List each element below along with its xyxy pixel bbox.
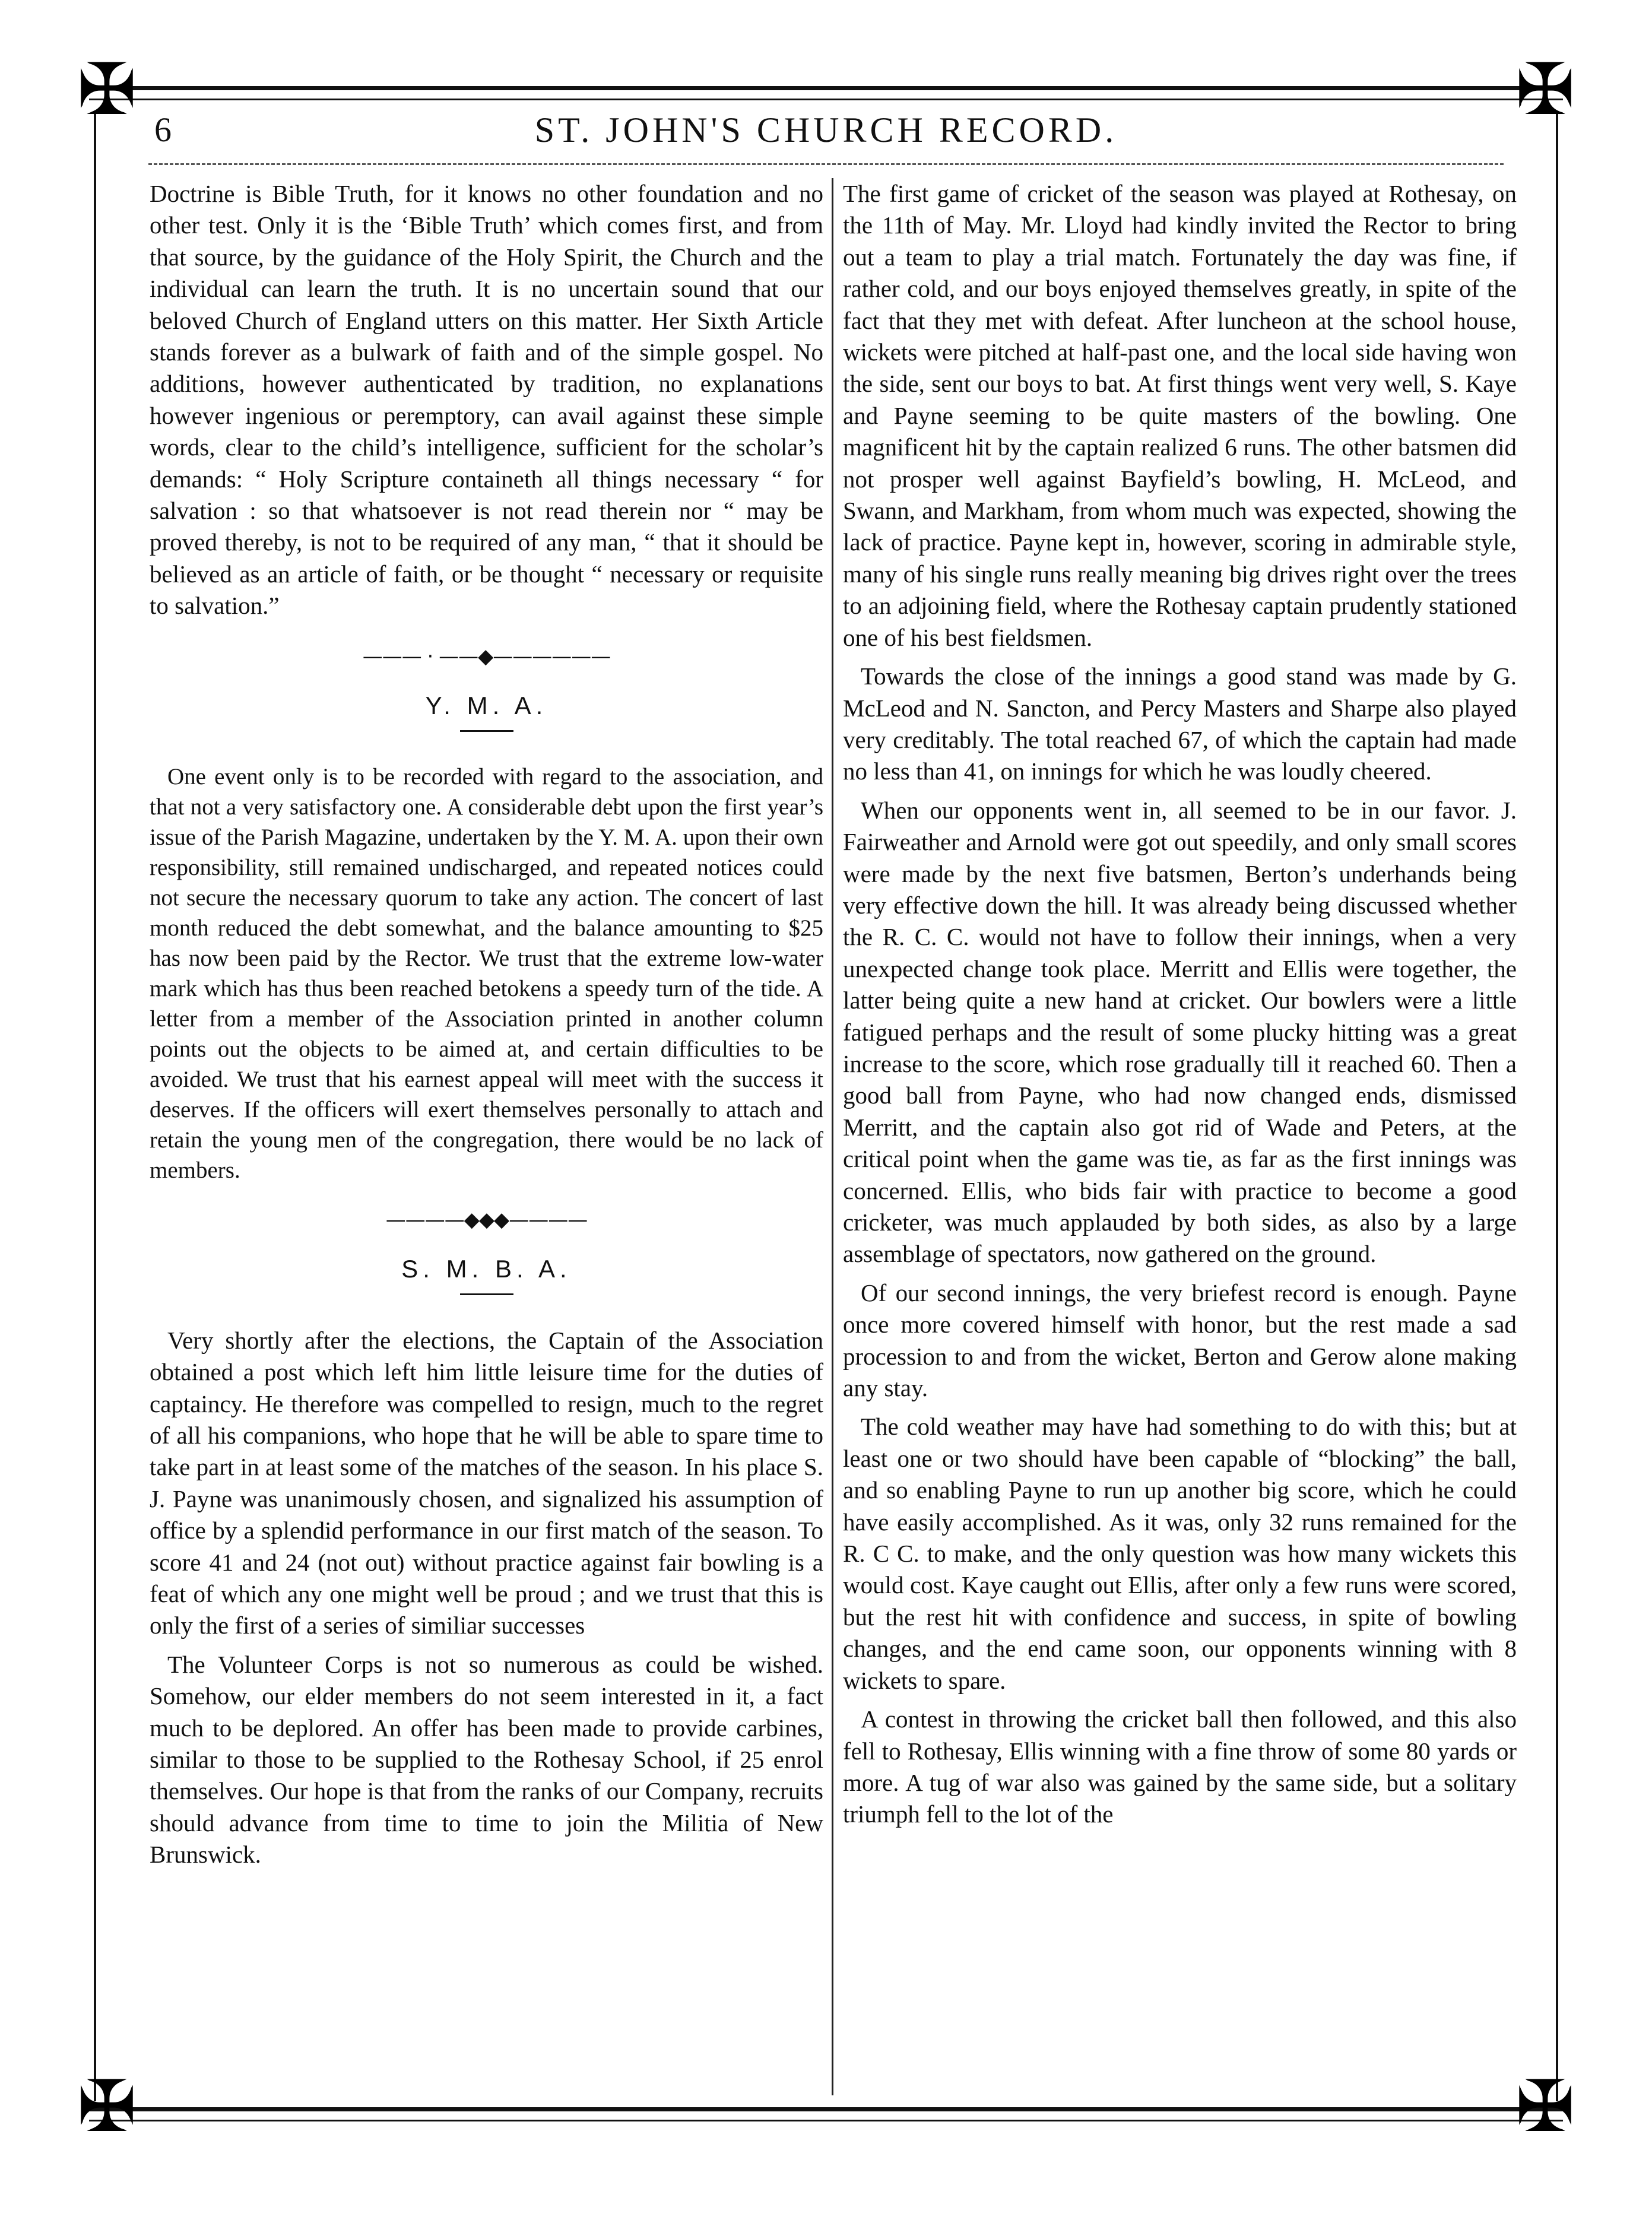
cross-ornament-icon: ✠ [1515,49,1575,131]
ymа-paragraph: One event only is to be recorded with regard to the association, and that not a very satisfactory one. A considerable debt upon the first year’s issue of the Parish Magazine, undertaken by the Y. M. A. upon their own responsibility, still remained undischarged, and repeated notices could not secure the necessary quorum to take any action. The concert of last month reduced the debt somewhat, and the balance amounting to $25 has now been paid by the Rector. We trust that the extreme low-water mark which has thus been reached betokens a speedy turn of the tide. A letter from a member of the Association printed in another column points out the objects to be aimed at, and certain difficulties to be avoided. We trust that his earnest appeal will meet with the success it deserves. If the officers will exert themselves personally to attach and retain the young men of the congregation, there would be no lack of members. [150,763,823,1183]
left-column [150,178,823,1878]
cross-ornament-icon: ✠ [1515,2066,1575,2148]
cross-ornament-icon: ✠ [77,2066,137,2148]
cricket-paragraph: Of our second innings, the very briefest record is enough. Payne once more covered himself with honor, but the rest made a sad procession to and from the wicket, Berton and Gerow alone making any stay. [843,1279,1517,1402]
right-column [843,178,1517,1838]
doctrine-paragraph: Doctrine is Bible Truth, for it knows no other foundation and no other test. Only it is the ‘Bible Truth’ which comes first, and from that source, by the guidance of the Holy Spirit, the Church and the individual can learn the truth. It is no uncertain sound that our beloved Church of England utters on this matter. Her Sixth Article stands forever as a bulwark of faith and of the simple gospel. No additions, however authenticated by tradition, no explanations however ingenious or peremptory, can avail against these simple words, clear to the child’s intelligence, sufficient for the scholar’s demands: “ Holy Scripture containeth all things necessary “ for salvation : so that whatsoever is not read therein nor “ may be proved thereby, is not to be required of any man, “ that it should be believed as an article of faith, or be thought “ necessary or requisite to salvation.” [150,180,823,620]
smba-heading: S. M. B. A. [401,1254,572,1283]
page-header [148,110,1504,163]
right-border-rule [1556,113,1558,2101]
page-number: 6 [154,110,172,149]
smba-paragraph: Very shortly after the elections, the Captain of the Association obtained a post which left him little leisure time for the duties of captaincy. He therefore was compelled to resign, much to the regret of all his companions, who hope that he will be able to spare time to take part in at least some of the matches of the season. In his place S. J. Payne was unanimously chosen, and signalized his assumption of office by a splendid performance in our first match of the season. To score 41 and 24 (not out) without practice against fair bowling is a feat of which any one might well be proud ; and we trust that this is only the first of a series of similiar successes [150,1326,823,1639]
column-divider [832,178,833,2095]
cricket-paragraph: Towards the close of the innings a good stand was made by G. McLeod and N. Sancton, and Percy Masters and Sharpe also played very creditably. The total reached 67, of which the captain had made no less than 41, on innings for which he was loudly cheered. [843,662,1517,785]
ymа-heading: Y. M. A. [425,691,548,719]
heading-rule [460,730,513,732]
header-rule [148,163,1504,165]
cross-ornament-icon: ✠ [77,49,137,131]
cricket-paragraph: When our opponents went in, all seemed to be in our favor. J. Fairweather and Arnold were got out speedily, and only small scores were made by the next five batsmen, Berton’s underhands being very effective down the hill. It was already being discussed whether the R. C. C. would not have to follow their innings, when a very unexpected change took place. Merritt and Ellis were together, the latter being quite a new hand at cricket. Our bowlers were a little fatigued perhaps and the result of some plucky hitting was a great increase to the score, which rose gradually till it reached 60. Then a good ball from Payne, who had now changed ends, dismissed Merritt, and the captain also got rid of Wade and Peters, at the critical point when the game was tie, as far as the first innings was concerned. Ellis, who bids fair with practice to become a good cricketer, was much applauded by both sides, as also by a large assemblage of spectators, now gathered on the ground. [843,796,1517,1268]
cricket-paragraph: The cold weather may have had something to do with this; but at least one or two should have been capable of “blocking” the ball, and so enabling Payne to run up another big score, which he could have easily accomplished. As it was, only 32 runs remained for the R. C C. to make, and the only question was how many wickets this would cost. Kaye caught out Ellis, after only a few runs were scored, but the rest hit with confidence and success, in spite of bowling changes, and the end came soon, our opponents winning with 8 wickets to spare. [843,1413,1517,1694]
heading-rule [460,1293,513,1295]
section-divider-ornament: ——— · ——◆—————— [362,644,611,668]
left-border-rule [94,113,96,2101]
volunteer-corps-paragraph: The Volunteer Corps is not so numerous as could be wished. Somehow, our elder members do not seem interested in it, a fact much to be deplored. An offer has been made to provide carbines, similar to those to be supplied to the Rothesay School, if 25 enrol themselves. Our hope is that from the ranks of our Company, recruits should advance from time to time to join the Militia of New Brunswick. [150,1650,823,1869]
section-divider-ornament: ————◆◆◆———— [385,1207,588,1232]
top-border-rule [89,86,1563,100]
cricket-paragraph: The first game of cricket of the season was played at Rothesay, on the 11th of May. Mr. Lloyd had kindly invited the Rector to bring out a team to play a trial match. Fortunately the day was fine, if rather cold, and our boys enjoyed themselves greatly, in spite of the fact that they met with defeat. After luncheon at the school house, wickets were pitched at half-past one, and the local side having won the side, sent our boys to bat. At first things went very well, S. Kaye and Payne seeming to be quite masters of the bowling. One magnificent hit by the captain realized 6 runs. The other batsmen did not prosper well against Bayfield’s bowling, H. McLeod, and Swann, and Markham, from whom much was expected, showing the lack of practice. Payne kept in, however, scoring in admirable style, many of his single runs really meaning big drives right over the trees to an adjoining field, where the Rothesay captain prudently stationed one of his best fieldsmen. [843,180,1517,651]
cricket-paragraph: A contest in throwing the cricket ball then followed, and this also fell to Rothesay, Ellis winning with a fine throw of some 80 yards or more. A tug of war also was gained by the same side, but a solitary triumph fell to the lot of the [843,1705,1517,1828]
bottom-border-rule [89,2107,1563,2121]
running-title: ST. JOHN'S CHURCH RECORD. [534,110,1118,150]
